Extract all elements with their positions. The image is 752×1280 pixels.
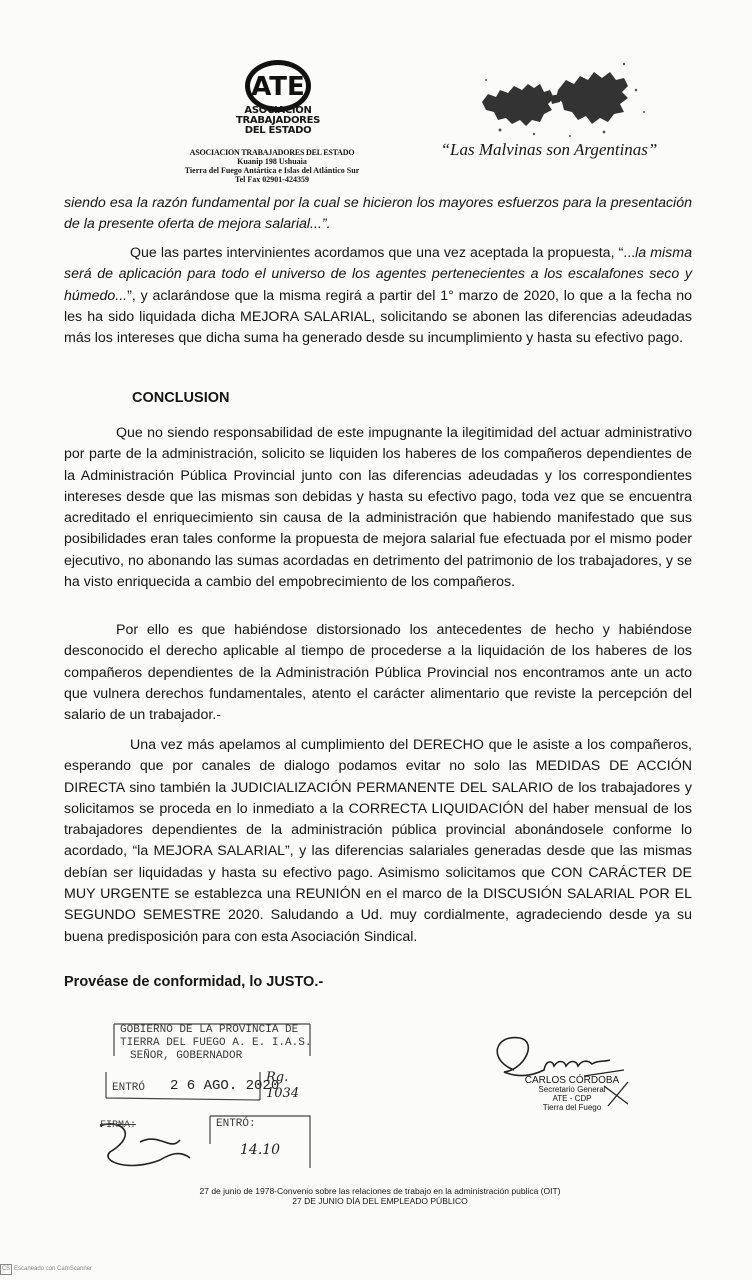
association-name — [230, 106, 326, 136]
signatory-title: Secretario General — [538, 1085, 606, 1094]
stamp-entro2-label: ENTRÓ: — [216, 1118, 256, 1130]
paragraph-distortion — [64, 620, 692, 726]
signatory-place: Tierra del Fuego — [542, 1103, 602, 1112]
reception-stamp — [100, 1022, 312, 1178]
paragraph-agreement-part: Que las partes intervinientes acordamos que una vez aceptada la propuesta, “... — [130, 245, 636, 261]
stamp-handwritten-time: 14.10 — [240, 1142, 281, 1158]
signatory-name: CARLOS CÓRDOBA — [524, 1075, 620, 1086]
scanner-text: Escaneado con CamScanner — [14, 1266, 93, 1272]
stamp-line: TIERRA DEL FUEGO A. E. I.A.S. — [120, 1037, 312, 1049]
assoc-details-line: Tel Fax 02901-424359 — [235, 175, 309, 184]
association-details — [172, 148, 372, 184]
paragraph-distortion-text: Por ello es que habiéndose distorsionado los antecedentes de hecho y habiéndose desconocido el derecho aplicable al tiempo de procederse a la liquidación de los haberes de los compañeros dependientes de la Administración Pública Provincial nos encontramos ante un acto que vulnera derechos fundamentales, atento el carácter alimentario que reviste la percepción del salario de un trabajador.- — [64, 622, 692, 724]
camscanner-icon: CS — [0, 1264, 12, 1275]
assoc-name-line: ASOCIACIÓN — [244, 105, 312, 116]
assoc-details-line: Kuanip 198 Ushuaia — [237, 157, 307, 166]
paragraph-intro-quote: siendo esa la razón fundamental por la cual se hicieron los mayores esfuerzos para la presentación de la presente oferta de mejora salarial...”. — [64, 195, 692, 233]
paragraph-request-text: Una vez más apelamos al cumplimiento del DERECHO que le asiste a los compañeros, esperando que por canales de dialogo podamos evitar no solo las MEDIDAS DE ACCIÓN DIRECTA sino también la JUDICIALIZACIÓN PERMANENTE DEL SALARIO de los trabajadores y solicitamos se proceda en lo inmediato a la CORRECTA LIQUIDACIÓN del haber mensual de los trabajadores dependientes de la administración pública provincial abonándosele conforme lo acordado, “la MEJORA SALARIAL”, y las diferencias salariales generadas desde que las mismas debían ser liquidadas y hasta su efectivo pago. Asimismo solicitamos que CON CARÁCTER DE MUY URGENTE se establezca una REUNIÓN en el marco de la DISCUSIÓN SALARIAL POR EL SEGUNDO SEMESTRE 2020. Saludando a Ud. muy cordialmente, agradeciendo desde ya su buena predisposición para con esta Asociación Sindical. — [64, 737, 692, 945]
assoc-details-line: ASOCIACION TRABAJADORES DEL ESTADO — [189, 148, 355, 157]
signature-block — [512, 1076, 632, 1112]
footer — [100, 1186, 660, 1206]
conclusion-heading: CONCLUSION — [132, 390, 230, 406]
stamp-entro-label: ENTRÓ — [112, 1082, 146, 1094]
stamp-line: GOBIERNO DE LA PROVINCIA DE — [120, 1024, 299, 1036]
assoc-name-line: DEL ESTADO — [244, 125, 312, 136]
stamp-handwritten-reg: Rg. 1034 — [266, 1070, 300, 1101]
malvinas-map-icon — [474, 50, 654, 146]
stamp-date: 2 6 AGO. 2020 — [170, 1078, 280, 1094]
paragraph-agreement-part: ”, y aclarándose que la misma regirá a partir del 1° marzo de 2020, lo que a la fecha no les ha sido liquidada dicha MEJORA SALARIAL, solicitando se abonen las diferencias adeudadas más los intereses que dicha suma ha generado desde su incumplimiento y hasta su efectivo pago. — [64, 287, 692, 347]
stamp-line: SEÑOR, GOBERNADOR — [130, 1050, 243, 1062]
paragraph-request — [64, 735, 692, 948]
stamp-firma-label: FIRMA: — [100, 1120, 137, 1131]
paragraph-conclusion — [64, 423, 692, 593]
paragraph-conclusion-text: Que no siendo responsabilidad de este impugnante la ilegitimidad del actuar administrativo por parte de la administración, solicito se liquiden los haberes de los compañeros dependientes de la Administración Pública Provincial junto con las diferencias adeudadas y los correspondientes intereses desde que las mismas son debidas y hasta su efectivo pago, toda vez que se encuentra acreditado el enriquecimiento sin causa de la administración que habiendo manifestado que sus posibilidades eran tales conforme la propuesta de mejora salarial fue efectuada por el mismo poder ejecutivo, no abonando las sumas acordadas en detrimento del patrimonio de los trabajadores, y se ha visto enriquecida a cambio del empobrecimiento de los compañeros. — [64, 425, 692, 591]
assoc-details-line: Tierra del Fuego Antártica e Islas del Atlántico Sur — [184, 166, 360, 175]
footer-line: 27 DE JUNIO DÍA DEL EMPLEADO PÚBLICO — [292, 1196, 468, 1206]
closing-statement: Provéase de conformidad, lo JUSTO.- — [64, 974, 324, 990]
logo-text: ATE — [251, 72, 305, 102]
paragraph-agreement-quote: la misma será de aplicación para todo el universo de los agentes pertenecientes a los escalafones seco y húmedo... — [64, 245, 692, 304]
paragraph-agreement — [64, 243, 692, 349]
assoc-name-line: TRABAJADORES — [235, 115, 321, 126]
slogan: “Las Malvinas son Argentinas” — [440, 140, 658, 159]
footer-line: 27 de junio de 1978-Convenio sobre las relaciones de trabajo en la administración publica (OIT) — [199, 1186, 561, 1196]
scanner-watermark — [0, 1264, 160, 1280]
signatory-org: ATE - CDP — [552, 1094, 592, 1103]
